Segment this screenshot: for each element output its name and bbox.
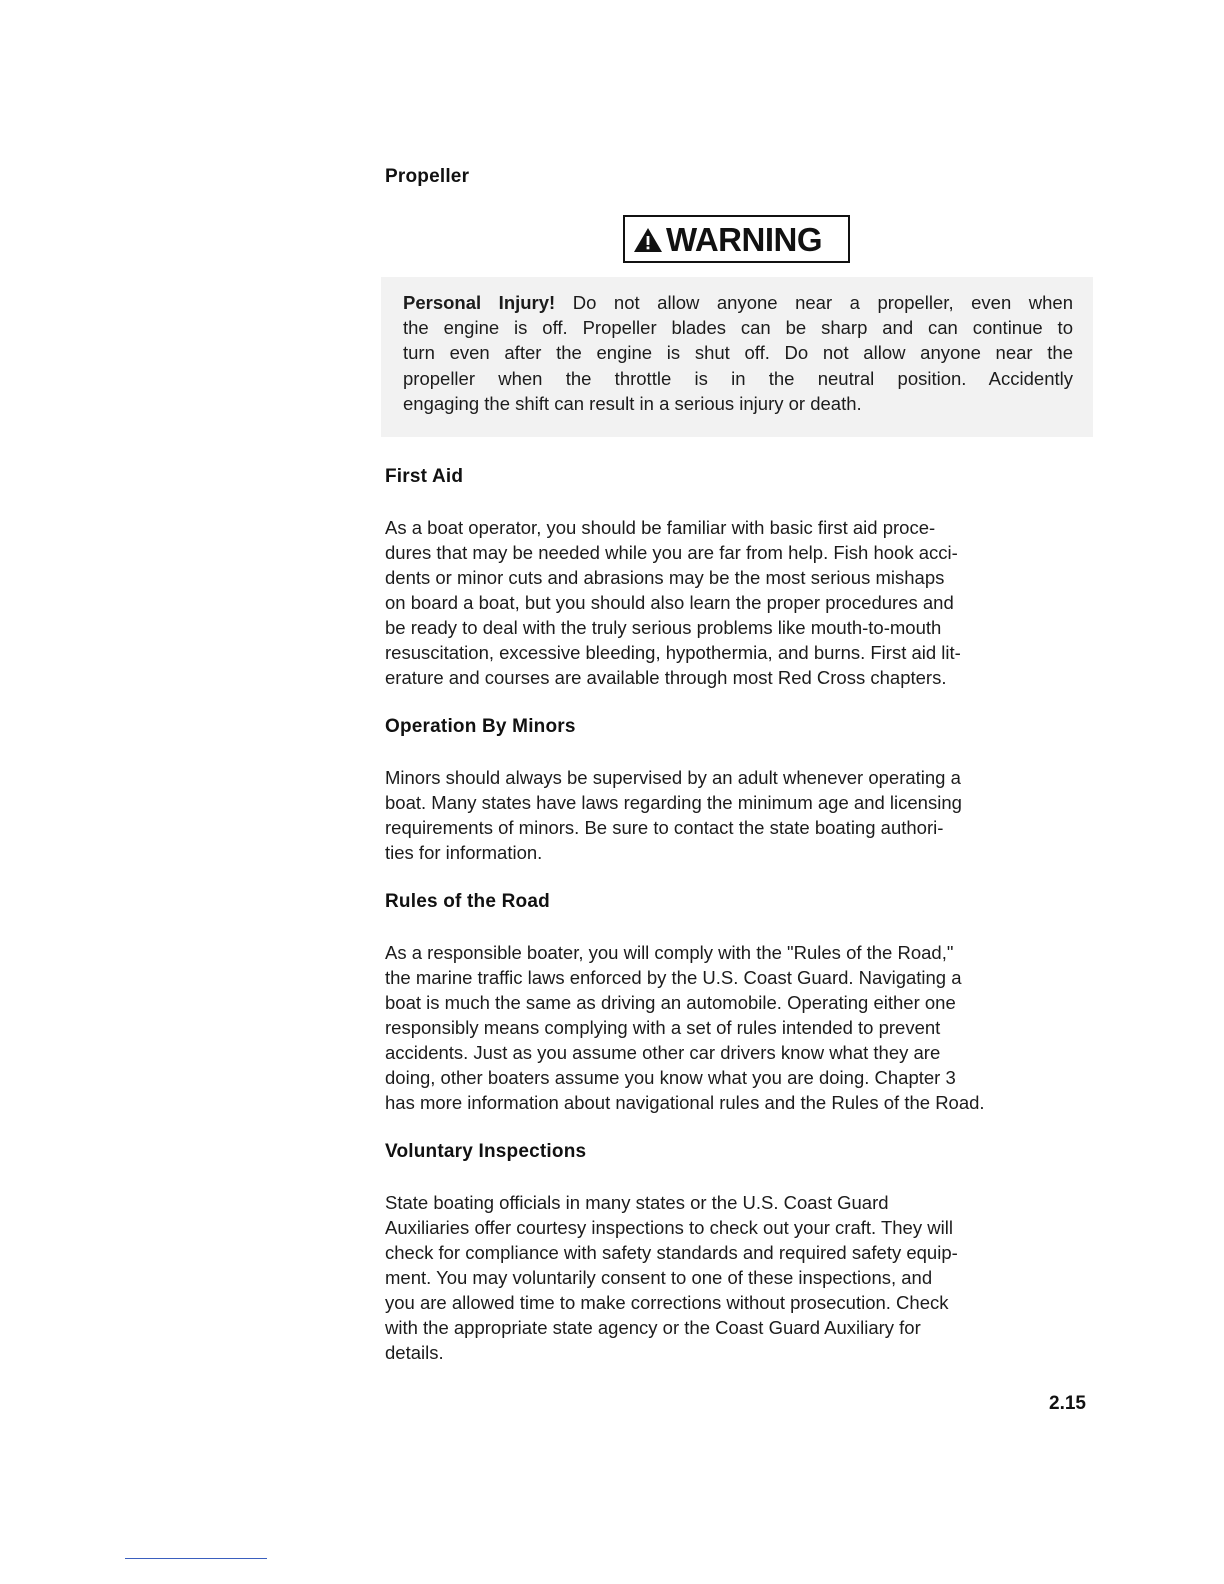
paragraph-line: As a responsible boater, you will comply with the "Rules of the Road,"	[385, 942, 954, 963]
paragraph-line: dures that may be needed while you are far from help. Fish hook acci-	[385, 542, 958, 563]
warning-line: the engine is off. Propeller blades can be sharp and can continue to	[403, 317, 1073, 339]
paragraph-line: ment. You may voluntarily consent to one of these inspections, and	[385, 1267, 933, 1288]
paragraph-line: on board a boat, but you should also learn the proper procedures and	[385, 592, 954, 613]
paragraph-line: ties for information.	[385, 842, 543, 863]
paragraph-line: be ready to deal with the truly serious problems like mouth-to-mouth	[385, 617, 942, 638]
warning-lead: Personal Injury!	[403, 292, 556, 313]
warning-line: Personal Injury! Do not allow anyone near a propeller, even when	[403, 292, 1073, 313]
paragraph-line: erature and courses are available through most Red Cross chapters.	[385, 667, 947, 688]
paragraph-line: Minors should always be supervised by an adult whenever operating a	[385, 767, 961, 788]
paragraph-line: resuscitation, excessive bleeding, hypothermia, and burns. First aid lit-	[385, 642, 961, 663]
paragraph-line: boat is much the same as driving an automobile. Operating either one	[385, 992, 956, 1013]
paragraph-rules-of-the-road	[385, 940, 1090, 1115]
warning-message	[403, 290, 1073, 416]
heading-voluntary-inspections: Voluntary Inspections	[385, 1141, 587, 1162]
paragraph-line: doing, other boaters assume you know what you are doing. Chapter 3	[385, 1067, 956, 1088]
paragraph-line: the marine traffic laws enforced by the U.S. Coast Guard. Navigating a	[385, 967, 962, 988]
paragraph-line: Auxiliaries offer courtesy inspections to check out your craft. They will	[385, 1217, 953, 1238]
heading-rules-of-the-road: Rules of the Road	[385, 891, 550, 912]
paragraph-line: has more information about navigational rules and the Rules of the Road.	[385, 1092, 985, 1113]
paragraph-line: State boating officials in many states or the U.S. Coast Guard	[385, 1192, 889, 1213]
paragraph-operation-by-minors	[385, 765, 1090, 865]
page-number: 2.15	[1049, 1393, 1086, 1414]
heading-propeller: Propeller	[385, 166, 470, 187]
footer-rule	[125, 1558, 267, 1559]
paragraph-line: requirements of minors. Be sure to contact the state boating authori-	[385, 817, 944, 838]
warning-line: turn even after the engine is shut off. Do not allow anyone near the	[403, 342, 1073, 364]
paragraph-line: you are allowed time to make corrections without prosecution. Check	[385, 1292, 949, 1313]
warning-triangle-icon	[633, 226, 663, 254]
warning-line: engaging the shift can result in a serious injury or death.	[403, 392, 862, 414]
warning-line: propeller when the throttle is in the neutral position. Accidently	[403, 367, 1073, 389]
warning-label-text: WARNING	[666, 221, 822, 258]
paragraph-line: check for compliance with safety standards and required safety equip-	[385, 1242, 958, 1263]
paragraph-line: boat. Many states have laws regarding the minimum age and licensing	[385, 792, 962, 813]
paragraph-first-aid	[385, 515, 1090, 690]
paragraph-line: details.	[385, 1342, 444, 1363]
paragraph-line: responsibly means complying with a set of rules intended to prevent	[385, 1017, 941, 1038]
warning-label	[623, 215, 850, 263]
paragraph-line: with the appropriate state agency or the Coast Guard Auxiliary for	[385, 1317, 921, 1338]
paragraph-voluntary-inspections	[385, 1190, 1090, 1365]
paragraph-line: accidents. Just as you assume other car drivers know what they are	[385, 1042, 941, 1063]
paragraph-line: dents or minor cuts and abrasions may be the most serious mishaps	[385, 567, 945, 588]
heading-operation-by-minors: Operation By Minors	[385, 716, 576, 737]
paragraph-line: As a boat operator, you should be familiar with basic first aid proce-	[385, 517, 936, 538]
heading-first-aid: First Aid	[385, 466, 464, 487]
